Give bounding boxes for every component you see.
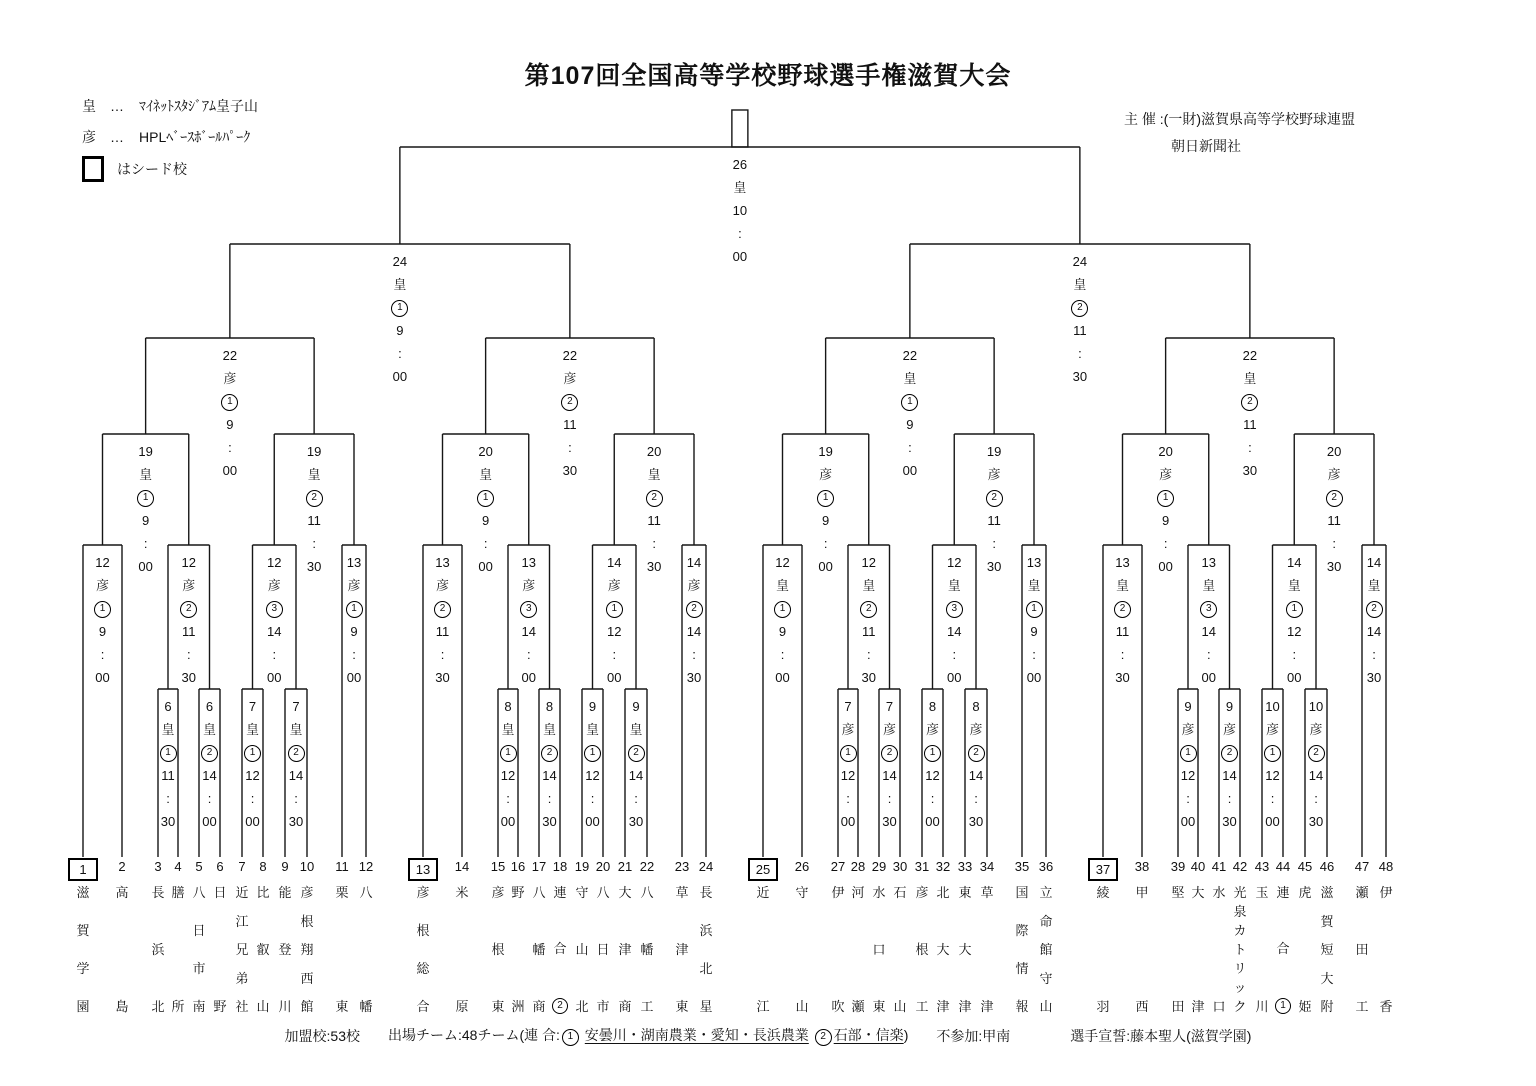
match-label-r3-g1: 19 皇 1 9 : 00 xyxy=(138,444,153,574)
team-number-16: 16 xyxy=(510,859,526,874)
not-participating: 不参加:甲南 xyxy=(936,1027,1011,1044)
team-name-36: 立 命 館 守 山 xyxy=(1039,885,1053,1014)
match-label-r1-g14: 9 彦 2 14 : 30 xyxy=(1222,699,1237,829)
team-name-7: 近 江 兄 弟 社 xyxy=(235,885,249,1014)
match-label-r1-g7: 9 皇 1 12 : 00 xyxy=(585,699,600,829)
team-name-8: 比 叡 山 xyxy=(256,885,270,1014)
match-label-r4-g1: 22 彦 1 9 : 00 xyxy=(222,348,238,478)
team-name-20: 八 日 市 xyxy=(596,885,610,1014)
team-name-34: 草 津 xyxy=(980,885,994,1014)
team-name-46: 滋 賀 短 大 附 xyxy=(1320,885,1334,1014)
team-name-22: 八 幡 工 xyxy=(640,885,654,1014)
team-number-37: 37 xyxy=(1088,858,1118,881)
team-number-42: 42 xyxy=(1232,859,1248,874)
team-name-32: 北 大 津 xyxy=(936,885,950,1014)
team-name-1: 滋 賀 学 園 xyxy=(76,885,90,1014)
team-number-29: 29 xyxy=(871,859,887,874)
match-label-r2-g10: 12 皇 2 11 : 30 xyxy=(861,555,876,685)
team-name-38: 甲 西 xyxy=(1135,885,1149,1014)
match-label-r3-g2: 19 皇 2 11 : 30 xyxy=(306,444,322,574)
match-label-r1-g4: 7 皇 2 14 : 30 xyxy=(288,699,304,829)
team-name-41: 水 口 xyxy=(1212,885,1226,1014)
team-name-9: 能 登 川 xyxy=(278,885,292,1014)
team-number-23: 23 xyxy=(674,859,690,874)
match-label-r1-g9: 7 彦 1 12 : 00 xyxy=(840,699,856,829)
team-name-33: 東 大 津 xyxy=(958,885,972,1014)
team-name-31: 彦 根 工 xyxy=(915,885,929,1014)
entry-prefix: 出場チーム:48チーム(連 合: xyxy=(388,1027,560,1043)
team-number-1: 1 xyxy=(68,858,98,881)
team-name-26: 守 山 xyxy=(795,885,809,1014)
match-label-r1-g5: 8 皇 1 12 : 00 xyxy=(500,699,516,829)
match-label-r1-g11: 8 彦 1 12 : 00 xyxy=(925,699,940,829)
match-label-r3-g8: 20 彦 2 11 : 30 xyxy=(1326,444,1342,574)
team-name-2: 高 島 xyxy=(115,885,129,1014)
match-label-r2-g4: 13 彦 1 9 : 00 xyxy=(346,555,362,685)
combined-team-1-mark: 1 xyxy=(562,1029,579,1046)
team-number-13: 13 xyxy=(408,858,438,881)
team-number-17: 17 xyxy=(531,859,547,874)
team-name-47: 瀬 田 工 xyxy=(1355,885,1369,1014)
team-name-45: 虎 姫 xyxy=(1298,885,1312,1014)
team-name-5: 八 日 市 南 xyxy=(192,885,206,1014)
team-number-12: 12 xyxy=(358,859,374,874)
venue-name-ko: ﾏｲﾈｯﾄｽﾀｼﾞｱﾑ皇子山 xyxy=(139,97,258,114)
team-name-19: 守 山 北 xyxy=(575,885,589,1014)
team-name-12: 八 幡 xyxy=(359,885,373,1014)
team-number-7: 7 xyxy=(238,859,246,874)
team-name-28: 河 瀬 xyxy=(851,885,865,1014)
team-name-6: 日 野 xyxy=(213,885,227,1014)
team-number-2: 2 xyxy=(118,859,126,874)
team-number-39: 39 xyxy=(1170,859,1186,874)
team-number-48: 48 xyxy=(1378,859,1394,874)
team-number-19: 19 xyxy=(574,859,590,874)
team-number-38: 38 xyxy=(1134,859,1150,874)
match-label-r3-g4: 20 皇 2 11 : 30 xyxy=(646,444,662,574)
organizer-line2: 朝日新聞社 xyxy=(1171,138,1241,154)
match-label-r2-g12: 13 皇 1 9 : 00 xyxy=(1026,555,1042,685)
match-label-r1-g2: 6 皇 2 14 : 00 xyxy=(202,699,217,829)
team-name-35: 国 際 情 報 xyxy=(1015,885,1029,1014)
team-name-29: 水 口 東 xyxy=(872,885,886,1014)
combined-team-2-mark: 2 xyxy=(815,1029,832,1046)
team-number-11: 11 xyxy=(335,859,349,874)
entry-close: ) xyxy=(903,1027,909,1043)
match-label-r2-g13: 13 皇 2 11 : 30 xyxy=(1115,555,1130,685)
team-number-3: 3 xyxy=(154,859,162,874)
team-number-40: 40 xyxy=(1190,859,1206,874)
match-label-r1-g3: 7 皇 1 12 : 00 xyxy=(245,699,260,829)
team-name-42: 光 泉 カ ト リ ッ ク xyxy=(1233,885,1247,1014)
legend-dots: … xyxy=(110,97,125,114)
match-label-r6-g1: 26 皇 10 : 00 xyxy=(732,157,748,264)
team-name-14: 米 原 xyxy=(455,885,469,1014)
team-name-23: 草 津 東 xyxy=(675,885,689,1014)
match-label-r1-g13: 9 彦 1 12 : 00 xyxy=(1180,699,1196,829)
team-name-43: 玉 川 xyxy=(1255,885,1269,1014)
team-number-35: 35 xyxy=(1014,859,1030,874)
venue-name-hiko: HPLﾍﾞｰｽﾎﾞｰﾙﾊﾟｰｸ xyxy=(139,128,251,145)
match-label-r4-g4: 22 皇 2 11 : 30 xyxy=(1242,348,1258,478)
team-number-26: 26 xyxy=(794,859,810,874)
team-number-25: 25 xyxy=(748,858,778,881)
match-label-r2-g3: 12 彦 3 14 : 00 xyxy=(267,555,282,685)
match-label-r3-g3: 20 皇 1 9 : 00 xyxy=(478,444,493,574)
team-number-41: 41 xyxy=(1211,859,1227,874)
team-number-32: 32 xyxy=(935,859,951,874)
match-label-r1-g6: 8 皇 2 14 : 30 xyxy=(542,699,557,829)
team-number-14: 14 xyxy=(454,859,470,874)
team-name-3: 長 浜 北 xyxy=(151,885,165,1014)
team-number-34: 34 xyxy=(979,859,995,874)
team-number-18: 18 xyxy=(552,859,568,874)
page-title: 第107回全国高等学校野球選手権滋賀大会 xyxy=(524,62,1012,90)
entry-info xyxy=(388,1025,908,1046)
team-number-5: 5 xyxy=(195,859,203,874)
team-number-47: 47 xyxy=(1354,859,1370,874)
match-label-r4-g2: 22 彦 2 11 : 30 xyxy=(562,348,578,478)
match-label-r2-g9: 12 皇 1 9 : 00 xyxy=(775,555,790,685)
team-number-27: 27 xyxy=(830,859,846,874)
match-label-r2-g6: 13 彦 3 14 : 00 xyxy=(521,555,536,685)
team-number-6: 6 xyxy=(216,859,224,874)
footer-note xyxy=(0,1025,1536,1046)
match-label-r2-g7: 14 彦 1 12 : 00 xyxy=(607,555,622,685)
match-label-r5-g2: 24 皇 2 11 : 30 xyxy=(1072,254,1088,384)
team-name-16: 野 洲 xyxy=(511,885,525,1014)
team-number-21: 21 xyxy=(617,859,633,874)
team-name-24: 長 浜 北 星 xyxy=(699,885,713,1014)
team-name-44: 連 合 1 xyxy=(1275,886,1291,1014)
match-label-r3-g7: 20 彦 1 9 : 00 xyxy=(1158,444,1173,574)
venue-key-hiko: 彦 xyxy=(82,128,96,145)
champion-box xyxy=(732,110,748,147)
organizer-line1: 主 催 :(一財)滋賀県高等学校野球連盟 xyxy=(1124,111,1355,127)
team-number-24: 24 xyxy=(698,859,714,874)
combined-team-1: 安曇川・湖南農業・愛知・長浜農業 xyxy=(584,1027,809,1043)
match-label-r1-g8: 9 皇 2 14 : 30 xyxy=(628,699,644,829)
team-name-21: 大 津 商 xyxy=(618,885,632,1014)
team-number-8: 8 xyxy=(259,859,267,874)
match-label-r1-g16: 10 彦 2 14 : 30 xyxy=(1308,699,1324,829)
team-number-9: 9 xyxy=(281,859,289,874)
match-label-r3-g5: 19 彦 1 9 : 00 xyxy=(818,444,833,574)
team-number-15: 15 xyxy=(490,859,506,874)
team-number-33: 33 xyxy=(957,859,973,874)
team-name-30: 石 山 xyxy=(893,885,907,1014)
team-name-11: 栗 東 xyxy=(335,885,349,1014)
match-label-r3-g6: 19 彦 2 11 : 30 xyxy=(986,444,1002,574)
team-number-46: 46 xyxy=(1319,859,1335,874)
match-label-r2-g5: 13 彦 2 11 : 30 xyxy=(435,555,450,685)
team-name-39: 堅 田 xyxy=(1171,885,1185,1014)
team-number-30: 30 xyxy=(892,859,908,874)
team-name-15: 彦 根 東 xyxy=(491,885,505,1014)
player-oath: 選手宣誓:藤本聖人(滋賀学園) xyxy=(1070,1027,1252,1044)
match-label-r2-g2: 12 彦 2 11 : 30 xyxy=(181,555,196,685)
seed-note: はシード校 xyxy=(117,161,187,177)
match-label-r2-g1: 12 彦 1 9 : 00 xyxy=(95,555,110,685)
team-name-18: 連 合 2 xyxy=(552,886,568,1014)
team-name-17: 八 幡 商 xyxy=(532,885,546,1014)
team-number-44: 44 xyxy=(1275,859,1291,874)
match-label-r1-g10: 7 彦 2 14 : 30 xyxy=(882,699,897,829)
team-name-27: 伊 吹 xyxy=(831,885,845,1014)
match-label-r4-g3: 22 皇 1 9 : 00 xyxy=(902,348,918,478)
legend-dots: … xyxy=(110,128,125,145)
team-number-10: 10 xyxy=(299,859,315,874)
team-name-10: 彦 根 翔 西 館 xyxy=(300,885,314,1014)
team-name-4: 膳 所 xyxy=(171,885,185,1014)
team-number-4: 4 xyxy=(174,859,182,874)
team-name-25: 近 江 xyxy=(756,885,770,1014)
match-label-r1-g15: 10 彦 1 12 : 00 xyxy=(1265,699,1280,829)
match-label-r2-g15: 14 皇 1 12 : 00 xyxy=(1287,555,1302,685)
team-number-28: 28 xyxy=(850,859,866,874)
match-label-r2-g8: 14 彦 2 14 : 30 xyxy=(686,555,702,685)
team-number-43: 43 xyxy=(1254,859,1270,874)
team-name-40: 大 津 xyxy=(1191,885,1205,1014)
match-label-r1-g12: 8 彦 2 14 : 30 xyxy=(968,699,984,829)
team-number-22: 22 xyxy=(639,859,655,874)
team-number-31: 31 xyxy=(914,859,930,874)
team-name-48: 伊 香 xyxy=(1379,885,1393,1014)
match-label-r2-g14: 13 皇 3 14 : 00 xyxy=(1201,555,1216,685)
team-name-37: 綾 羽 xyxy=(1096,885,1110,1014)
affiliated-count: 加盟校:53校 xyxy=(284,1027,360,1044)
match-label-r2-g11: 12 皇 3 14 : 00 xyxy=(947,555,962,685)
match-label-r5-g1: 24 皇 1 9 : 00 xyxy=(392,254,408,384)
match-label-r2-g16: 14 皇 2 14 : 30 xyxy=(1366,555,1382,685)
team-number-45: 45 xyxy=(1297,859,1313,874)
team-number-20: 20 xyxy=(595,859,611,874)
team-number-36: 36 xyxy=(1038,859,1054,874)
match-label-r1-g1: 6 皇 1 11 : 30 xyxy=(160,699,176,829)
combined-team-2: 石部・信楽 xyxy=(833,1027,904,1043)
venue-key-ko: 皇 xyxy=(82,97,96,114)
team-name-13: 彦 根 総 合 xyxy=(416,885,430,1014)
